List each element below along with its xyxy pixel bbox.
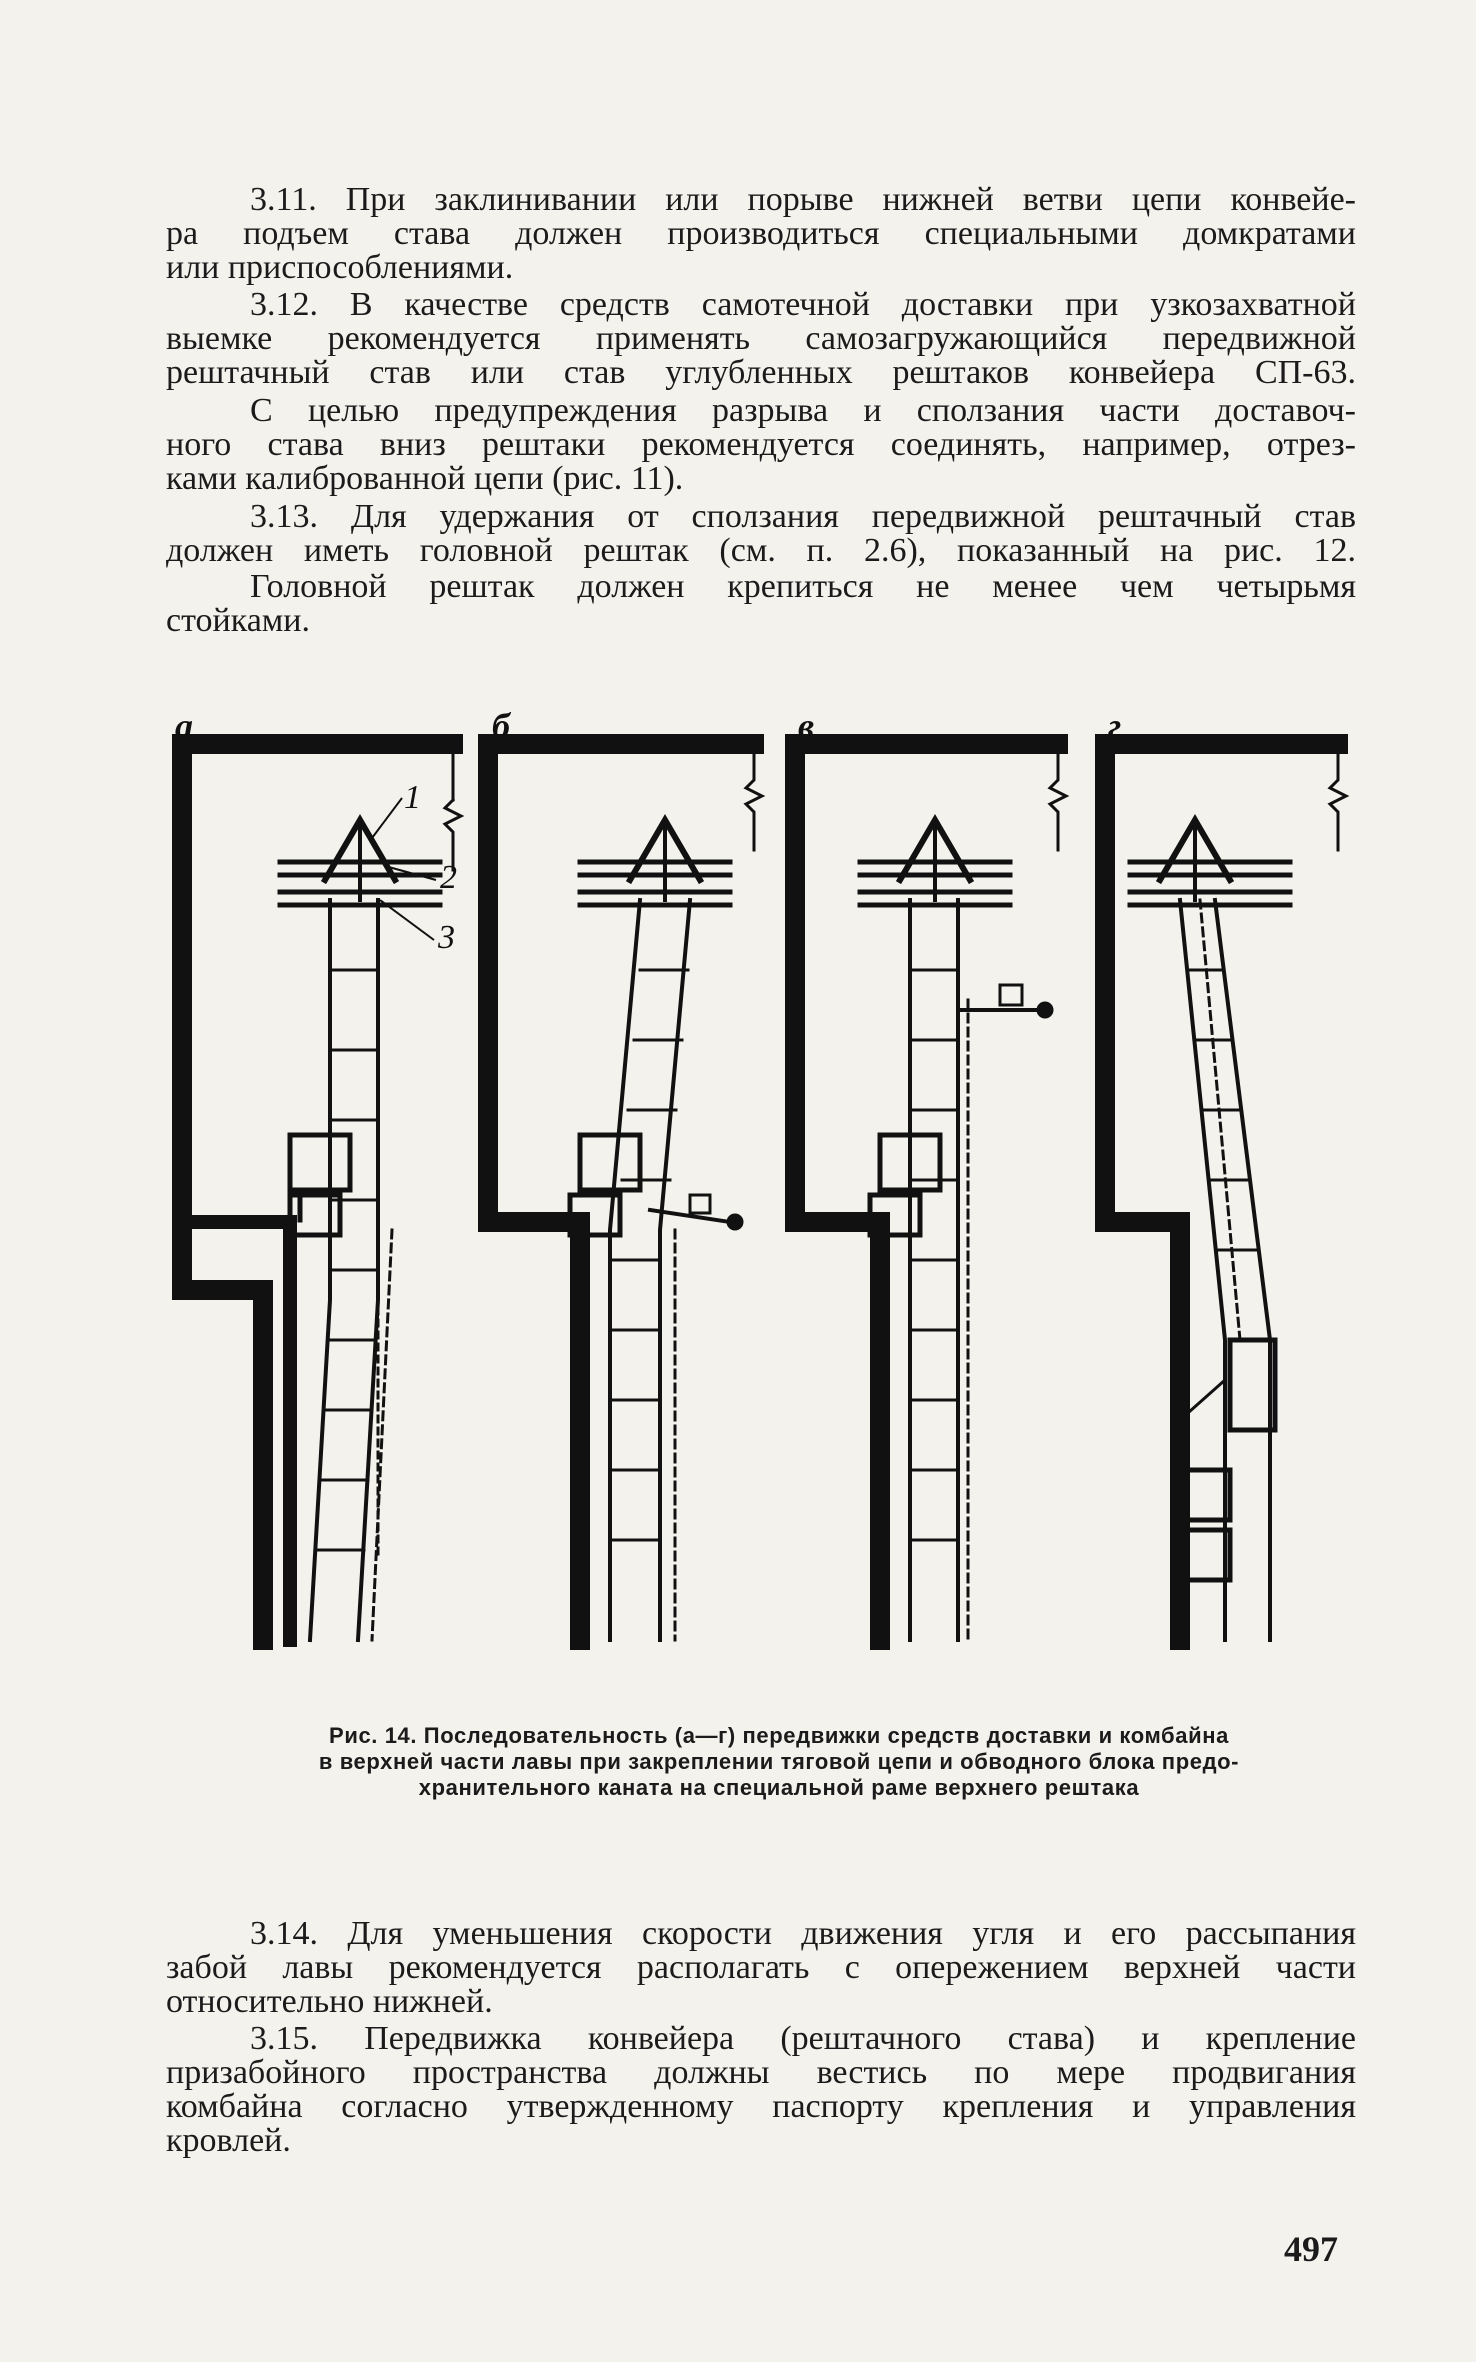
panel-label-g: г — [1108, 706, 1122, 746]
text-line: относительно нижней. — [166, 1983, 493, 2020]
caption-line: в верхней части лавы при закреплении тяговой цепи и обводного блока предо- — [318, 1749, 1240, 1774]
text-line: забой лавы рекомендуется располагать с опережением верхней части — [166, 1949, 1356, 1986]
figure-caption — [204, 1723, 1354, 1801]
text-line: Головной рештак должен крепиться не менее чем четырьмя — [250, 568, 1356, 605]
text-line: комбайна согласно утвержденному паспорту крепления и управления — [166, 2088, 1356, 2125]
text-line: или приспособлениями. — [166, 249, 514, 286]
page-number: 497 — [1284, 2229, 1338, 2269]
panel-label-v: в — [798, 706, 815, 746]
caption-line: хранительного каната на специальной раме верхнего рештака — [418, 1775, 1140, 1800]
panel-g — [1105, 744, 1346, 1640]
text-line: стойками. — [166, 602, 311, 639]
text-line: 3.15. Передвижка конвейера (рештачного става) и крепление — [250, 2020, 1356, 2057]
text-line: должен иметь головной рештак (см. п. 2.6), показанный на рис. 12. — [166, 532, 1356, 569]
text-line: 3.14. Для уменьшения скорости движения угля и его рассыпания — [250, 1915, 1356, 1952]
callout-2: 2 — [440, 859, 457, 896]
text-line: 3.13. Для удержания от сползания передвижной рештачный став — [250, 498, 1356, 535]
caption-line: Рис. 14. Последовательность (а—г) передвижки средств доставки и комбайна — [329, 1723, 1229, 1748]
text-line: ками калиброванной цепи (рис. 11). — [166, 460, 684, 497]
text-line: выемке рекомендуется применять самозагружающийся передвижной — [166, 320, 1356, 357]
paragraph-3-14 — [166, 1917, 1356, 2019]
text-line: ра подъем става должен производиться специальными домкратами — [166, 215, 1356, 252]
text-line: призабойного пространства должны вестись по мере продвигания — [166, 2054, 1356, 2091]
text-line: рештачный став или став углубленных рештаков конвейера СП-63. — [166, 354, 1356, 391]
text-line: ного става вниз рештаки рекомендуется соединять, например, отрез- — [166, 426, 1356, 463]
text-line: С целью предупреждения разрыва и сползания части доставоч- — [250, 392, 1356, 429]
paragraph-3-15 — [166, 2022, 1356, 2158]
text-line: 3.11. При заклинивании или порыве нижней ветви цепи конвейе- — [250, 181, 1356, 218]
callout-1: 1 — [404, 779, 421, 816]
panel-b — [488, 744, 762, 1640]
text-line: кровлей. — [166, 2122, 291, 2159]
text-line: 3.12. В качестве средств самотечной доставки при узкозахватной — [250, 286, 1356, 323]
panel-label-a: а — [175, 706, 193, 746]
panel-a — [182, 744, 461, 1640]
panel-label-b: б — [492, 706, 510, 746]
callout-3: 3 — [438, 919, 455, 956]
panel-v — [795, 744, 1066, 1640]
